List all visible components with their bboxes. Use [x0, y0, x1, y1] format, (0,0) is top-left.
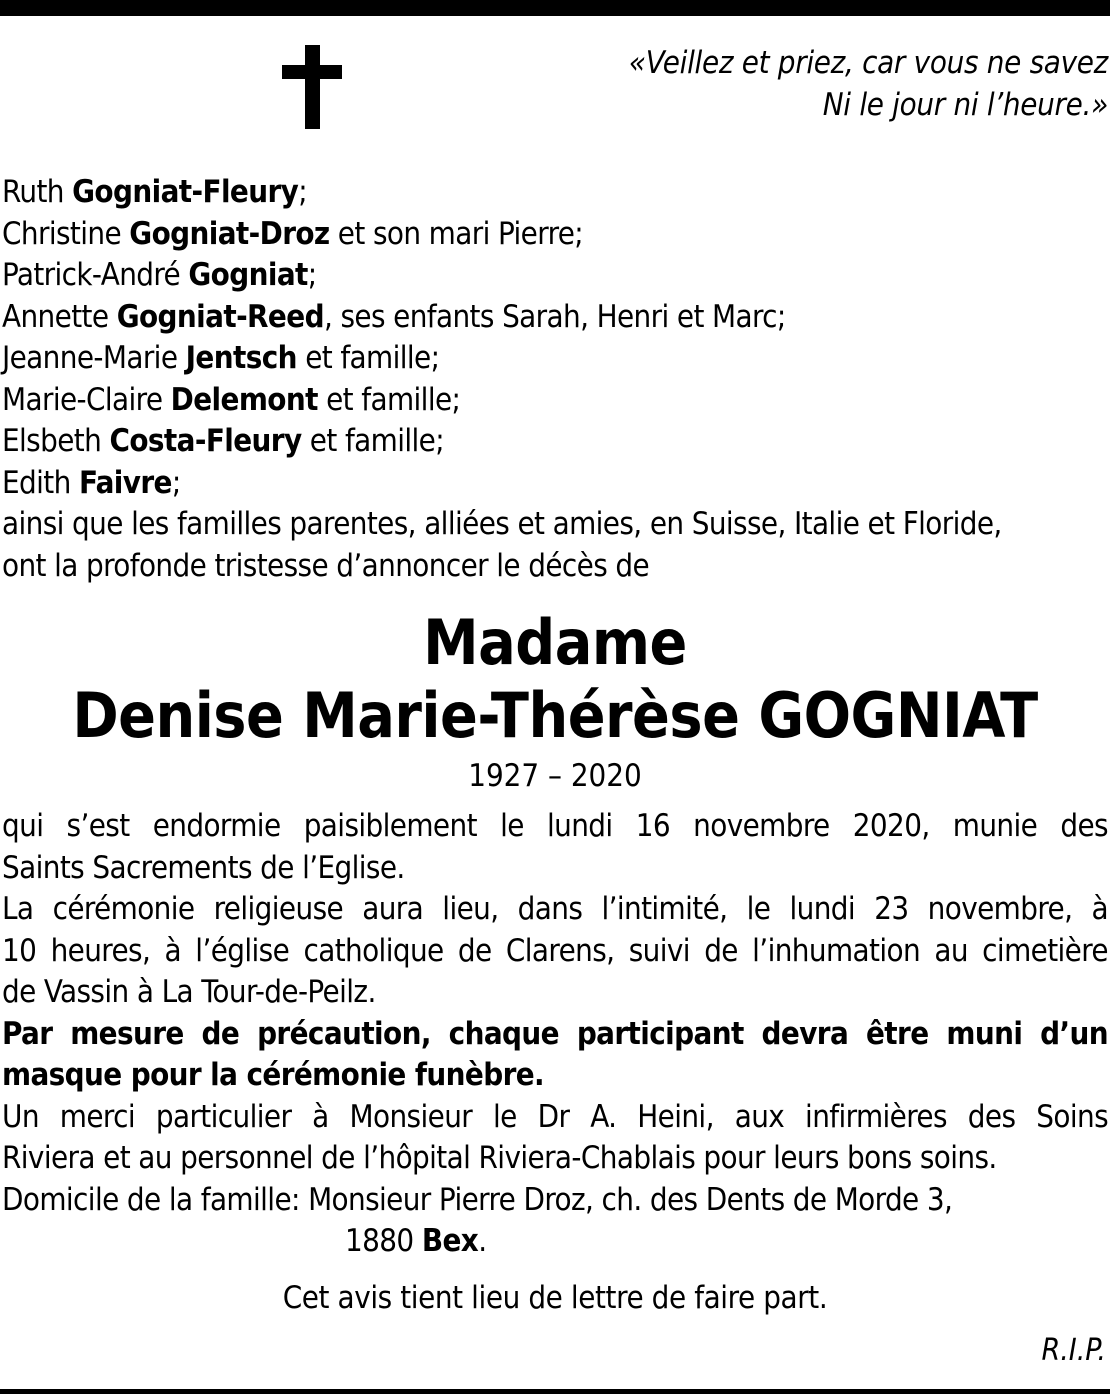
body-line: Un merci particulier à Monsieur le Dr A. Heini, aux infirmières des Soins: [2, 1098, 1108, 1135]
precaution-line: masque pour la cérémonie funèbre.: [2, 1057, 545, 1093]
deceased-years: 1927 – 2020: [468, 758, 642, 794]
announcement-body: [2, 806, 1108, 1263]
epigraph: [629, 42, 1108, 126]
body-line: de Vassin à La Tour-de-Peilz.: [2, 974, 376, 1010]
family-entry: Patrick-André Gogniat;: [2, 257, 317, 293]
family-list: [2, 172, 1108, 587]
address-line: Domicile de la famille: Monsieur Pierre Droz, ch. des Dents de Morde 3,: [2, 1181, 953, 1218]
cross-icon: [282, 45, 342, 129]
family-entry: Christine Gogniat-Droz et son mari Pierre;: [2, 215, 584, 252]
family-entry: Annette Gogniat-Reed, ses enfants Sarah, Henri et Marc;: [2, 298, 786, 335]
epigraph-line: «Veillez et priez, car vous ne savez: [628, 45, 1108, 81]
body-line: Saints Sacrements de l’Eglise.: [2, 849, 405, 886]
body-line: qui s’est endormie paisiblement le lundi 16 novembre 2020, munie des: [2, 808, 1108, 844]
body-line: 10 heures, à l’église catholique de Clarens, suivi de l’inhumation au cimetière: [2, 932, 1108, 969]
closing-notice: Cet avis tient lieu de lettre de faire part.: [282, 1280, 828, 1316]
family-entry: Marie-Claire Delemont et famille;: [2, 381, 461, 418]
deceased-title: Madame: [423, 606, 687, 679]
body-line: La cérémonie religieuse aura lieu, dans l’intimité, le lundi 23 novembre, à: [2, 891, 1108, 927]
family-entry: Jeanne-Marie Jentsch et famille;: [2, 340, 440, 376]
epigraph-line: Ni le jour ni l’heure.»: [822, 87, 1108, 123]
intro-text: ainsi que les familles parentes, alliées et amies, en Suisse, Italie et Floride,: [2, 506, 1002, 542]
family-entry: Edith Faivre;: [2, 464, 181, 501]
family-entry: Elsbeth Costa-Fleury et famille;: [2, 423, 445, 459]
body-line: Riviera et au personnel de l’hôpital Riviera-Chablais pour leurs bons soins.: [2, 1140, 997, 1176]
rip-signoff: R.I.P.: [1041, 1333, 1106, 1368]
intro-text: ont la profonde tristesse d’annoncer le décès de: [2, 547, 650, 584]
address-line: 1880 Bex.: [345, 1223, 487, 1259]
bottom-rule: [0, 1389, 1110, 1394]
precaution-line: Par mesure de précaution, chaque participant devra être muni d’un: [2, 1015, 1108, 1052]
family-entry: Ruth Gogniat-Fleury;: [2, 174, 308, 210]
top-rule: [0, 0, 1110, 16]
deceased-name: Denise Marie-Thérèse GOGNIAT: [72, 679, 1038, 752]
